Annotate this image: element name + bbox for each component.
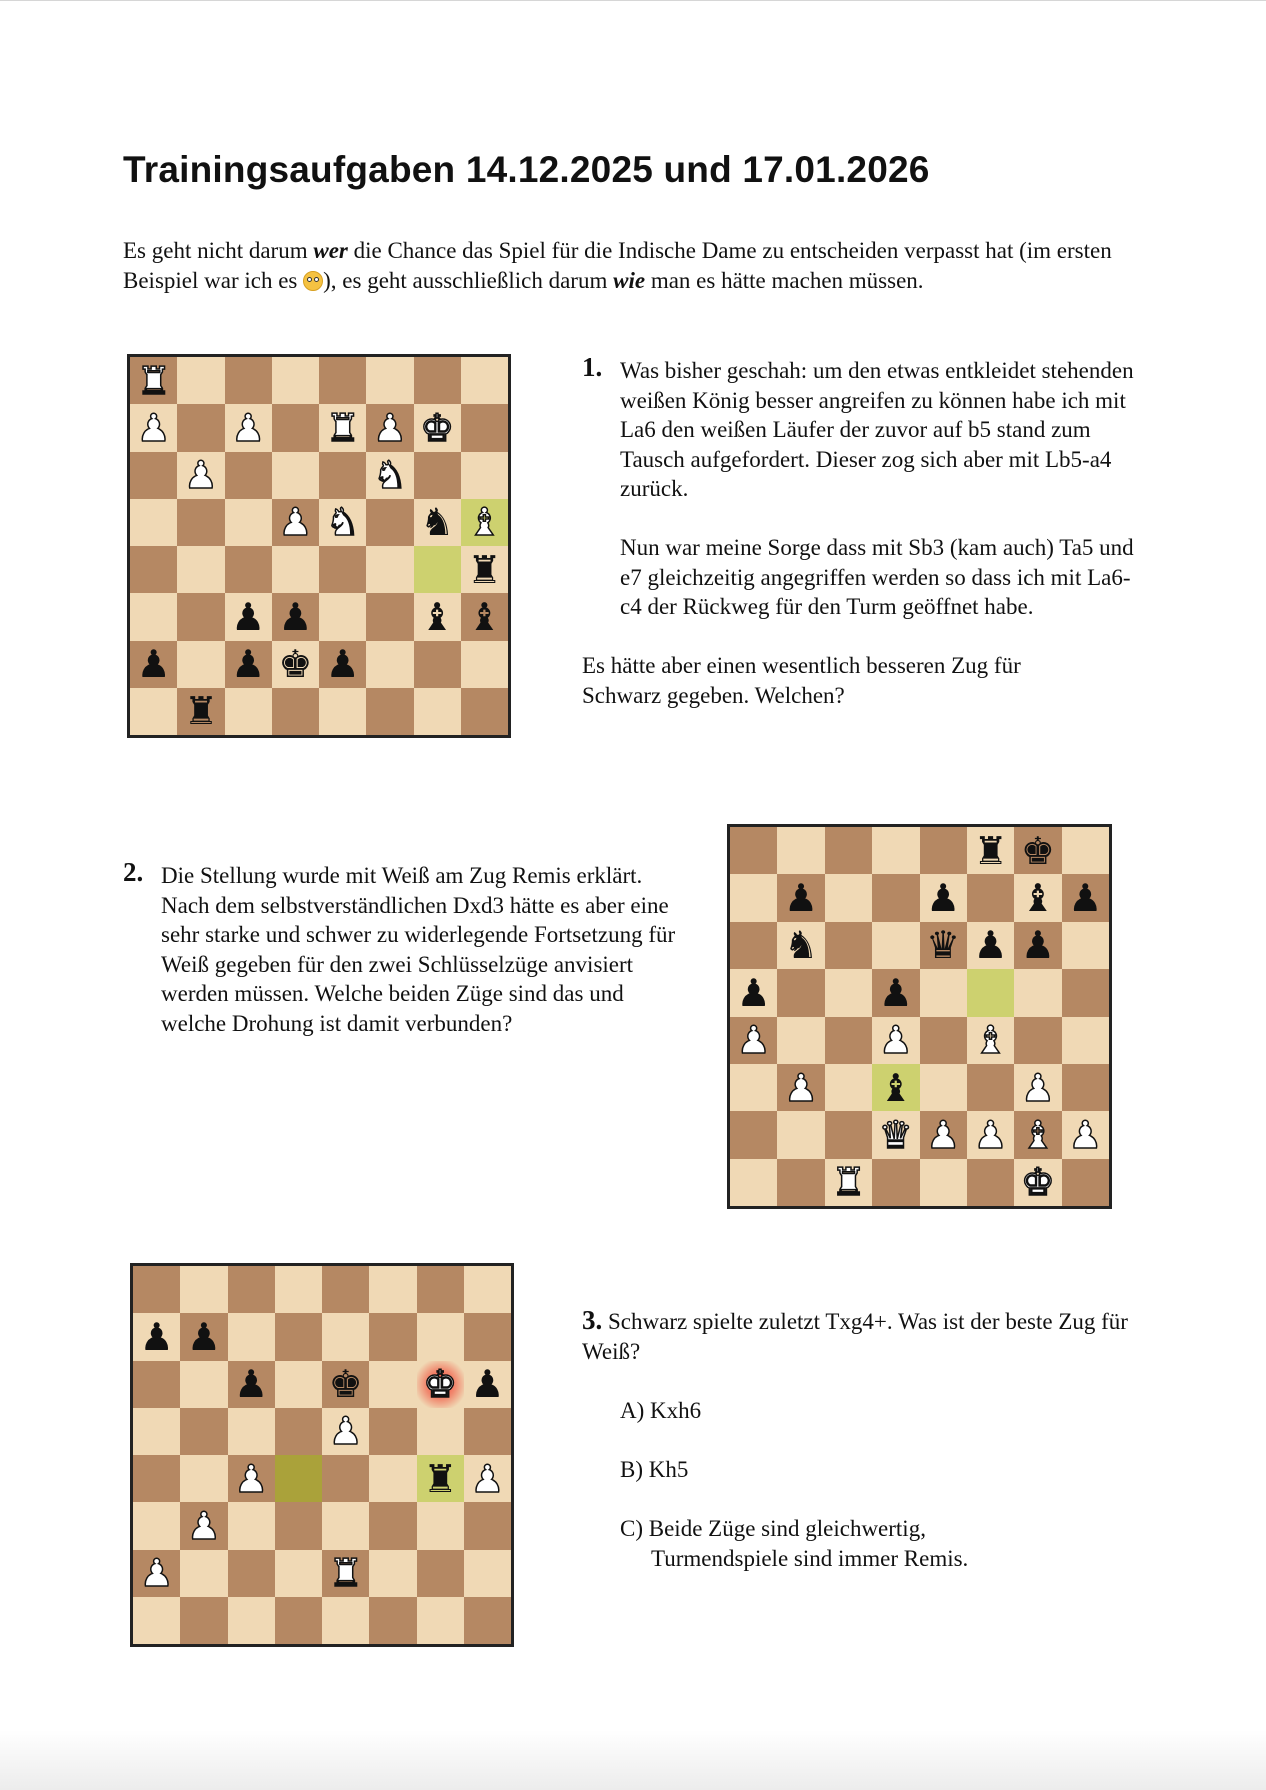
white-pawn-icon: ♟ (470, 1456, 505, 1501)
square-d4 (275, 1455, 322, 1502)
black-pawn-icon: ♟ (926, 876, 961, 921)
square-d1 (272, 688, 319, 735)
square-b3 (777, 1064, 824, 1111)
square-f8 (369, 1266, 416, 1313)
square-d2 (272, 641, 319, 688)
square-f5 (366, 499, 413, 546)
square-f2 (366, 641, 413, 688)
black-rook-icon: ♜ (973, 828, 1008, 873)
square-d4 (272, 546, 319, 593)
black-knight-icon: ♞ (420, 500, 455, 545)
square-g7 (414, 404, 461, 451)
task-1-paragraph-2: Nun war meine Sorge dass mit Sb3 (kam auch) Ta5 und e7 gleichzeitig angegriffen werden so dass ich mit La6-c4 der Rückweg für den Turm geöffnet habe. (620, 535, 1134, 619)
square-f8 (967, 827, 1014, 874)
square-a4 (133, 1455, 180, 1502)
square-c8 (228, 1266, 275, 1313)
square-h3 (464, 1502, 511, 1549)
option-a: A) Kxh6 (620, 1398, 702, 1423)
square-e5 (920, 969, 967, 1016)
square-b5 (777, 969, 824, 1016)
square-d6 (272, 452, 319, 499)
square-a2 (730, 1111, 777, 1158)
black-king-icon: ♚ (1020, 828, 1055, 873)
square-h7 (464, 1313, 511, 1360)
black-pawn-icon: ♟ (325, 642, 360, 687)
square-c8 (225, 357, 272, 404)
white-pawn-icon: ♟ (136, 405, 171, 450)
black-knight-icon: ♞ (784, 923, 819, 968)
square-f8 (366, 357, 413, 404)
square-h3 (1062, 1064, 1109, 1111)
task-1-paragraph-1: Was bisher geschah: um den etwas entkleidet stehenden weißen König besser angreifen zu können habe ich mit La6 den weißen Läufer der zuvor auf b5 stand zum Tausch aufgefordert. Dieser zog sich aber mit Lb5-a4 zurück. (620, 358, 1134, 501)
square-a2 (133, 1550, 180, 1597)
square-e6 (322, 1361, 369, 1408)
square-e3 (322, 1502, 369, 1549)
square-g1 (1014, 1159, 1061, 1206)
white-rook-icon: ♜ (325, 405, 360, 450)
square-a5 (133, 1408, 180, 1455)
task-2-text: Die Stellung wurde mit Weiß am Zug Remis erklärt. Nach dem selbstverständlichen Dxd3 hätte es aber eine sehr starke und schwer zu widerlegende Fortsetzung für Weiß gegeben für den zwei Schlüsselzüge anvisiert werden müssen. Welche beiden Züge sind das und welche Drohung ist damit verbunden? (161, 863, 676, 1036)
black-pawn-icon: ♟ (1068, 876, 1103, 921)
white-pawn-icon: ♟ (328, 1409, 363, 1454)
task-2 (123, 857, 683, 1038)
square-d8 (272, 357, 319, 404)
square-a8 (133, 1266, 180, 1313)
square-b7 (177, 404, 224, 451)
square-e4 (319, 546, 366, 593)
square-a2 (130, 641, 177, 688)
square-d8 (872, 827, 919, 874)
square-d7 (275, 1313, 322, 1360)
square-f2 (369, 1550, 416, 1597)
white-pawn-icon: ♟ (231, 405, 266, 450)
task-3-options (620, 1396, 1100, 1573)
square-b2 (177, 641, 224, 688)
white-bishop-icon: ♝ (467, 500, 502, 545)
square-g1 (417, 1597, 464, 1644)
square-g2 (414, 641, 461, 688)
square-c2 (825, 1111, 872, 1158)
square-f3 (366, 593, 413, 640)
square-c7 (825, 874, 872, 921)
white-king-icon: ♚ (1020, 1160, 1055, 1205)
white-bishop-icon: ♝ (973, 1018, 1008, 1063)
square-b2 (180, 1550, 227, 1597)
square-b5 (177, 499, 224, 546)
square-d6 (275, 1361, 322, 1408)
square-a6 (133, 1361, 180, 1408)
square-g5 (414, 499, 461, 546)
square-c3 (228, 1502, 275, 1549)
white-rook-icon: ♜ (328, 1551, 363, 1596)
square-c6 (825, 922, 872, 969)
square-g7 (417, 1313, 464, 1360)
task-1-question: Es hätte aber einen wesentlich besseren Zug für Schwarz gegeben. Welchen? (582, 653, 1021, 708)
square-h4 (461, 546, 508, 593)
square-c3 (825, 1064, 872, 1111)
black-bishop-icon: ♝ (1020, 876, 1055, 921)
square-g3 (417, 1502, 464, 1549)
white-pawn-icon: ♟ (183, 453, 218, 498)
square-b4 (177, 546, 224, 593)
square-e8 (322, 1266, 369, 1313)
black-rook-icon: ♜ (423, 1456, 458, 1501)
square-h1 (1062, 1159, 1109, 1206)
intro-bold-wer: wer (313, 238, 348, 263)
flushed-face-icon (303, 271, 323, 291)
square-d5 (272, 499, 319, 546)
square-f7 (967, 874, 1014, 921)
white-pawn-icon: ♟ (278, 500, 313, 545)
square-d8 (275, 1266, 322, 1313)
task-3-number: 3. (582, 1305, 603, 1335)
square-d3 (872, 1064, 919, 1111)
square-a8 (130, 357, 177, 404)
task-3 (582, 1306, 1142, 1366)
black-rook-icon: ♜ (183, 689, 218, 734)
square-d1 (275, 1597, 322, 1644)
square-c5 (225, 499, 272, 546)
square-g2 (417, 1550, 464, 1597)
square-a3 (730, 1064, 777, 1111)
square-a1 (133, 1597, 180, 1644)
white-pawn-icon: ♟ (736, 1018, 771, 1063)
square-a3 (130, 593, 177, 640)
white-knight-icon: ♞ (325, 500, 360, 545)
square-c7 (228, 1313, 275, 1360)
intro-bold-wie: wie (613, 267, 646, 293)
square-f7 (369, 1313, 416, 1360)
black-queen-icon: ♛ (926, 923, 961, 968)
square-e6 (319, 452, 366, 499)
black-pawn-icon: ♟ (231, 594, 266, 639)
square-e4 (322, 1455, 369, 1502)
square-d1 (872, 1159, 919, 1206)
square-e5 (322, 1408, 369, 1455)
square-b6 (177, 452, 224, 499)
square-h2 (464, 1550, 511, 1597)
white-pawn-icon: ♟ (784, 1065, 819, 1110)
option-c-line-1: C) Beide Züge sind gleichwertig, (620, 1516, 926, 1541)
square-e2 (920, 1111, 967, 1158)
square-h6 (464, 1361, 511, 1408)
chess-board-3 (130, 1263, 514, 1647)
square-h2 (461, 641, 508, 688)
chess-board-1 (127, 354, 511, 738)
square-d4 (872, 1017, 919, 1064)
square-b1 (180, 1597, 227, 1644)
square-g3 (1014, 1064, 1061, 1111)
square-g6 (1014, 922, 1061, 969)
square-c8 (825, 827, 872, 874)
white-knight-icon: ♞ (372, 453, 407, 498)
square-g3 (414, 593, 461, 640)
square-g5 (1014, 969, 1061, 1016)
square-a3 (133, 1502, 180, 1549)
square-h8 (1062, 827, 1109, 874)
square-c5 (228, 1408, 275, 1455)
square-f2 (967, 1111, 1014, 1158)
white-pawn-icon: ♟ (234, 1456, 269, 1501)
square-a7 (130, 404, 177, 451)
square-f6 (369, 1361, 416, 1408)
square-b4 (180, 1455, 227, 1502)
white-pawn-icon: ♟ (186, 1503, 221, 1548)
square-b1 (777, 1159, 824, 1206)
square-h2 (1062, 1111, 1109, 1158)
square-g4 (1014, 1017, 1061, 1064)
square-g4 (417, 1455, 464, 1502)
square-c4 (228, 1455, 275, 1502)
task-1 (582, 352, 1152, 710)
square-c7 (225, 404, 272, 451)
square-b8 (177, 357, 224, 404)
square-e8 (319, 357, 366, 404)
square-h5 (1062, 969, 1109, 1016)
square-f1 (369, 1597, 416, 1644)
square-a4 (730, 1017, 777, 1064)
square-e3 (319, 593, 366, 640)
square-b7 (180, 1313, 227, 1360)
black-pawn-icon: ♟ (736, 970, 771, 1015)
square-e1 (322, 1597, 369, 1644)
square-c5 (825, 969, 872, 1016)
square-c1 (225, 688, 272, 735)
square-c3 (225, 593, 272, 640)
square-c6 (225, 452, 272, 499)
black-pawn-icon: ♟ (231, 642, 266, 687)
square-a4 (130, 546, 177, 593)
square-d3 (275, 1502, 322, 1549)
white-bishop-icon: ♝ (1020, 1112, 1055, 1157)
square-b5 (180, 1408, 227, 1455)
square-a5 (130, 499, 177, 546)
square-d2 (275, 1550, 322, 1597)
square-a6 (130, 452, 177, 499)
square-e6 (920, 922, 967, 969)
square-b4 (777, 1017, 824, 1064)
black-pawn-icon: ♟ (973, 923, 1008, 968)
square-d5 (275, 1408, 322, 1455)
square-d7 (872, 874, 919, 921)
intro-text-4: man es hätte machen müssen. (645, 267, 924, 293)
square-g8 (417, 1266, 464, 1313)
white-pawn-icon: ♟ (139, 1551, 174, 1596)
square-b8 (180, 1266, 227, 1313)
black-pawn-icon: ♟ (278, 594, 313, 639)
square-d2 (872, 1111, 919, 1158)
black-king-icon: ♚ (328, 1362, 363, 1407)
square-f4 (369, 1455, 416, 1502)
square-c4 (225, 546, 272, 593)
square-a1 (730, 1159, 777, 1206)
square-e1 (920, 1159, 967, 1206)
square-c6 (228, 1361, 275, 1408)
square-e7 (920, 874, 967, 921)
square-h6 (461, 452, 508, 499)
square-g8 (414, 357, 461, 404)
black-bishop-icon: ♝ (420, 594, 455, 639)
white-pawn-icon: ♟ (973, 1112, 1008, 1157)
square-d5 (872, 969, 919, 1016)
square-f5 (967, 969, 1014, 1016)
option-c-line-2: Turmendspiele sind immer Remis. (651, 1545, 969, 1571)
square-g5 (417, 1408, 464, 1455)
black-pawn-icon: ♟ (186, 1314, 221, 1359)
square-h4 (1062, 1017, 1109, 1064)
square-b3 (177, 593, 224, 640)
square-a7 (133, 1313, 180, 1360)
square-e7 (322, 1313, 369, 1360)
black-pawn-icon: ♟ (784, 876, 819, 921)
square-a8 (730, 827, 777, 874)
square-h5 (464, 1408, 511, 1455)
white-pawn-icon: ♟ (1020, 1065, 1055, 1110)
square-e2 (319, 641, 366, 688)
square-d6 (872, 922, 919, 969)
black-bishop-icon: ♝ (878, 1065, 913, 1110)
square-h8 (464, 1266, 511, 1313)
square-g6 (414, 452, 461, 499)
square-e7 (319, 404, 366, 451)
task-1-number: 1. (582, 352, 603, 382)
square-e8 (920, 827, 967, 874)
option-b: B) Kh5 (620, 1457, 689, 1482)
square-a5 (730, 969, 777, 1016)
square-b7 (777, 874, 824, 921)
task-3-question: Schwarz spielte zuletzt Txg4+. Was ist der beste Zug für Weiß? (582, 1309, 1128, 1364)
square-f4 (967, 1017, 1014, 1064)
square-b2 (777, 1111, 824, 1158)
square-e3 (920, 1064, 967, 1111)
task-2-number: 2. (123, 857, 144, 887)
square-b8 (777, 827, 824, 874)
black-pawn-icon: ♟ (136, 642, 171, 687)
black-pawn-icon: ♟ (470, 1362, 505, 1407)
white-rook-icon: ♜ (136, 358, 171, 403)
chess-board-2 (727, 824, 1112, 1209)
square-b6 (180, 1361, 227, 1408)
page-title: Trainingsaufgaben 14.12.2025 und 17.01.2026 (123, 149, 930, 190)
square-h7 (1062, 874, 1109, 921)
square-e4 (920, 1017, 967, 1064)
white-rook-icon: ♜ (831, 1160, 866, 1205)
square-f6 (967, 922, 1014, 969)
square-f1 (967, 1159, 1014, 1206)
square-b1 (177, 688, 224, 735)
square-f5 (369, 1408, 416, 1455)
square-h1 (461, 688, 508, 735)
intro-text-3: ), es geht ausschließlich darum (323, 267, 614, 293)
white-pawn-icon: ♟ (878, 1018, 913, 1063)
intro-text-1: Es geht nicht darum (123, 238, 314, 263)
square-f1 (366, 688, 413, 735)
black-pawn-icon: ♟ (1020, 923, 1055, 968)
square-a7 (730, 874, 777, 921)
square-c1 (228, 1597, 275, 1644)
square-g8 (1014, 827, 1061, 874)
square-c2 (228, 1550, 275, 1597)
square-d3 (272, 593, 319, 640)
black-king-icon: ♚ (278, 642, 313, 687)
square-d7 (272, 404, 319, 451)
square-g6 (417, 1361, 464, 1408)
white-queen-icon: ♛ (878, 1112, 913, 1157)
intro-paragraph (123, 236, 1163, 295)
square-f4 (366, 546, 413, 593)
square-b3 (180, 1502, 227, 1549)
square-e5 (319, 499, 366, 546)
black-rook-icon: ♜ (467, 547, 502, 592)
square-h7 (461, 404, 508, 451)
square-f3 (967, 1064, 1014, 1111)
square-c1 (825, 1159, 872, 1206)
square-b6 (777, 922, 824, 969)
white-king-icon: ♚ (423, 1362, 458, 1407)
square-f3 (369, 1502, 416, 1549)
square-h4 (464, 1455, 511, 1502)
intro-text-2: die Chance das Spiel für die Indische Dame zu entscheiden verpasst hat (im ersten Beispiel war ich es (123, 238, 1112, 293)
square-f6 (366, 452, 413, 499)
black-pawn-icon: ♟ (234, 1362, 269, 1407)
square-f7 (366, 404, 413, 451)
square-h8 (461, 357, 508, 404)
square-c2 (225, 641, 272, 688)
square-a1 (130, 688, 177, 735)
black-bishop-icon: ♝ (467, 594, 502, 639)
white-king-icon: ♚ (420, 405, 455, 450)
square-h6 (1062, 922, 1109, 969)
white-pawn-icon: ♟ (926, 1112, 961, 1157)
white-pawn-icon: ♟ (372, 405, 407, 450)
square-h3 (461, 593, 508, 640)
square-c4 (825, 1017, 872, 1064)
black-pawn-icon: ♟ (139, 1314, 174, 1359)
square-e1 (319, 688, 366, 735)
square-g7 (1014, 874, 1061, 921)
square-h5 (461, 499, 508, 546)
square-g2 (1014, 1111, 1061, 1158)
square-e2 (322, 1550, 369, 1597)
square-g1 (414, 688, 461, 735)
square-h1 (464, 1597, 511, 1644)
square-a6 (730, 922, 777, 969)
square-g4 (414, 546, 461, 593)
black-pawn-icon: ♟ (878, 970, 913, 1015)
white-pawn-icon: ♟ (1068, 1112, 1103, 1157)
